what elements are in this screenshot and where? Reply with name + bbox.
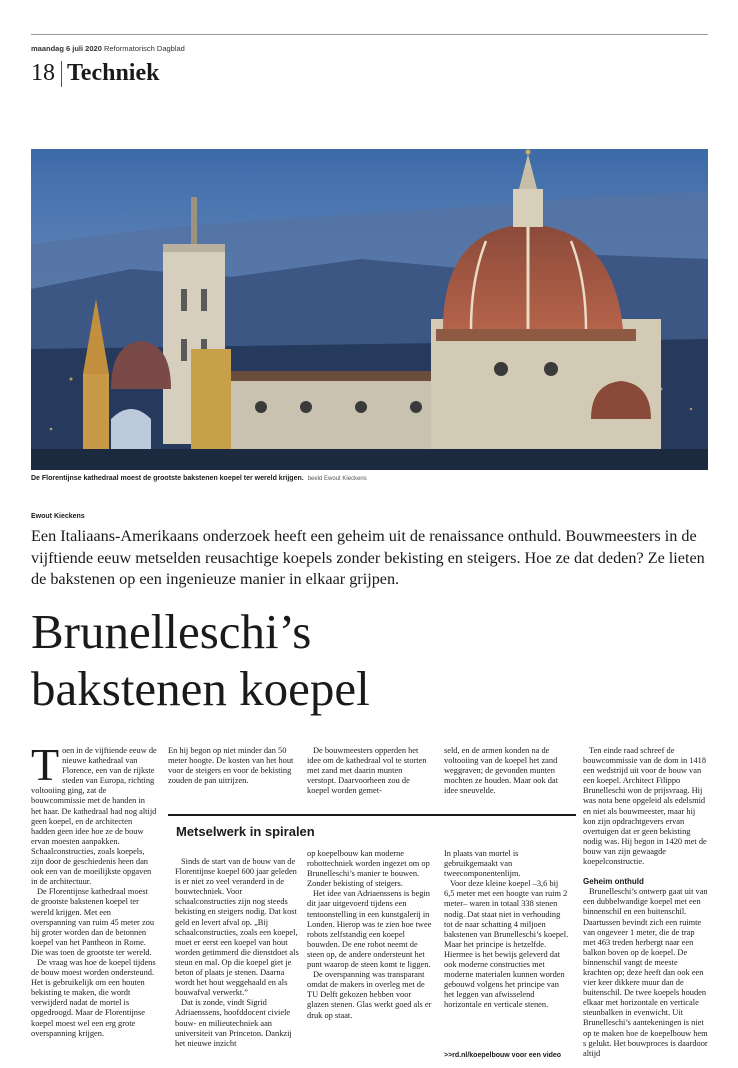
column-1-paragraph: oen in de vijftiende eeuw de nieuwe kathedraal van Florence, een van de rijkste steden van Europa, richting voltooiing ging, zat de bouwcommissie met de handen in het haar. De kathedraal had nog altijd geen koepel, en de architecten hadden geen idee hoe ze de bouw ervan moesten aanpakken. Schaalconstructies, zoals koepels, zijn door de geschiedenis heen dan ook een van de moeilijkste opgaven in de architectuur. <box>31 746 157 887</box>
column-2-paragraph: En hij begon op niet minder dan 50 meter hoogte. De kosten van het hout voor de steigers en voor de bekisting zouden de pan uitrijzen. <box>168 746 294 786</box>
paper-name: Reformatorisch Dagblad <box>103 44 185 53</box>
column-5 <box>583 746 708 1059</box>
top-rule <box>31 34 708 35</box>
headline-line-1: Brunelleschi’s <box>31 604 312 659</box>
cathedral-photo <box>31 149 708 470</box>
headline-line-2: bakstenen koepel <box>31 661 370 716</box>
column-4-bottom <box>444 849 570 1011</box>
column-5-paragraph: Ten einde raad schreef de bouwcommissie van de dom in 1418 een wedstrijd uit voor de bouw van een koepel. Architect Filippo Brunelleschi won de prijsvraag. Hij was nota bene opgeleid als edelsmid en niet als bouwmeester, maar hij kon zijn opdrachtgevers ervan overtuigen dat er geen bekisting nodig was. Hij begon in 1420 met de bouw van zijn gewaagde koepelconstructie. <box>583 746 707 867</box>
column-4-paragraph: seld, en de armen konden na de voltooiing van de koepel het zand weggraven; de gevonden munten mochten ze houden. Maar ook dat idee sneuvelde. <box>444 746 558 796</box>
column-2-paragraph: Dat is zonde, vindt Sigrid Adriaenssens, hoofddocent civiele bouw- en milieutechniek aan universiteit van Princeton. Dankzij het nieuwe inzicht <box>175 998 292 1048</box>
column-2-paragraph: Sinds de start van de bouw van de Florentijnse koepel 600 jaar geleden is er niet zo veel veranderd in de bouwtechniek. Voor schaalconstructies zijn nog steeds bekisting en steigers nodig. Dat kost geld en levert afval op. „Bij schaalconstructies, zoals een koepel, moet er eerst een koepel van hout worden getimmerd die dienstdoet als steun en mal. Op die koepel giet je beton of plaats je stenen. Daarna wordt het hout weggehaald en als bouwafval verwerkt.” <box>175 857 299 998</box>
subhead-box <box>168 814 576 839</box>
section-divider <box>61 61 62 87</box>
page-number: 18 <box>31 60 55 86</box>
column-3-paragraph: Het idee van Adriaenssens is begin dit jaar uitgevoerd tijdens een tentoonstelling in een kunstgalerij in Londen. Hierop was te zien hoe twee robots zelfstandig een koepel bouwden. De ene robot neemt de steen op, de andere ondersteunt het punt waarop de steen komt te liggen. <box>307 889 432 970</box>
column-3-paragraph: De overspanning was transparant omdat de makers in overleg met de TU Delft gekozen hebben voor glazen stenen. Glas werkt goed als er druk op staat. <box>307 970 432 1020</box>
column-3-paragraph: De bouwmeesters opperden het idee om de kathedraal vol te storten met zand met daarin munten verstopt. Daarvoorheen zou de koepel worden gemet- <box>307 746 427 796</box>
video-link[interactable]: >>rd.nl/koepelbouw voor een video <box>444 1052 562 1059</box>
photo-caption <box>31 475 367 482</box>
column-5-paragraph: Brunelleschi’s ontwerp gaat uit van een dubbelwandige koepel met een binnenschil en een buitenschil. Daartussen bevindt zich een ruimte van ongeveer 1 meter, die de trap met 463 treden herbergt naar een balkon boven op de koepel. De binnenschil vangt de meeste krachten op; deze heeft dan ook een vier keer dikkere muur dan de buitenschil. De twee koepels houden elkaar met horizontale en verticale steunbalken in evenwicht. Uit Brunelleschi’s aantekeningen is niet op te maken hoe de koepelbouw hem s gelukt. Het bouwproces is daardoor altijd <box>583 887 708 1058</box>
column-3-paragraph: op koepelbouw kan moderne robottechniek worden ingezet om op Brunelleschi’s manier te bouwen. Zonder bekisting of steigers. <box>307 849 430 889</box>
headline <box>31 603 711 717</box>
author: Ewout Kieckens <box>31 513 85 520</box>
column-1-paragraph: De Florentijnse kathedraal moest de grootste bakstenen koepel ter wereld krijgen. Met een overspanning van ruim 45 meter zou hij groter worden dan de betonnen koepel van het Pantheon in Rome. Die was toen de grootste ter wereld. <box>31 887 155 957</box>
column-1 <box>31 739 157 1039</box>
date: maandag 6 juli 2020 <box>31 44 102 53</box>
drop-cap: T <box>31 739 60 790</box>
photo-credit: beeld Ewout Kieckens <box>307 476 367 482</box>
subhead-metselwerk: Metselwerk in spiralen <box>176 824 315 839</box>
column-2-top <box>168 746 294 786</box>
column-2-bottom <box>175 857 299 1049</box>
column-4-paragraph: Voor deze kleine koepel –3,6 bij 6,5 meter met een hoogte van ruim 2 meter– waren in totaal 338 stenen nodig. Dat staat niet in verhouding tot de naar schatting 4 miljoen bakstenen van Brunelleschi’s koepel. Maar het principe is hetzelfde. Hiermee is het bewijs geleverd dat ook moderne constructies met moderne materialen kunnen worden gebouwd volgens het principe van het leggen van afwisselend horizontale en verticale stenen. <box>444 879 569 1010</box>
section-header <box>31 60 159 87</box>
section-title: Techniek <box>67 60 160 86</box>
column-3-bottom <box>307 849 433 1021</box>
column-3-top <box>307 746 433 796</box>
caption-text: De Florentijnse kathedraal moest de grootste bakstenen koepel ter wereld krijgen. <box>31 475 304 482</box>
florence-cathedral-image <box>31 149 708 470</box>
column-1-paragraph: De vraag was hoe de koepel tijdens de bouw moest worden ondersteund. Het is gebruikelijk om een houten bekisting te maken, die wordt verwijderd nadat de mortel is opgedroogd. Maar de Florentijnse koepel moest wel een erg grote overspanning krijgen. <box>31 957 156 1038</box>
column-4-top <box>444 746 570 796</box>
subhead-geheim: Geheim onthuld <box>583 877 644 887</box>
lead-paragraph: Een Italiaans-Amerikaans onderzoek heeft een geheim uit de renaissance onthuld. Bouwmeesters in de vijftiende eeuw metselden reusachtige koepels zonder bekisting en steigers. Hoe ze dat deden? Ze lieten de bakstenen op een ingenieuze manier in elkaar grijpen. <box>31 527 705 588</box>
column-4-paragraph: In plaats van mortel is gebruikgemaakt van tweecomponentenlijm. <box>444 849 521 879</box>
dateline <box>31 44 185 53</box>
